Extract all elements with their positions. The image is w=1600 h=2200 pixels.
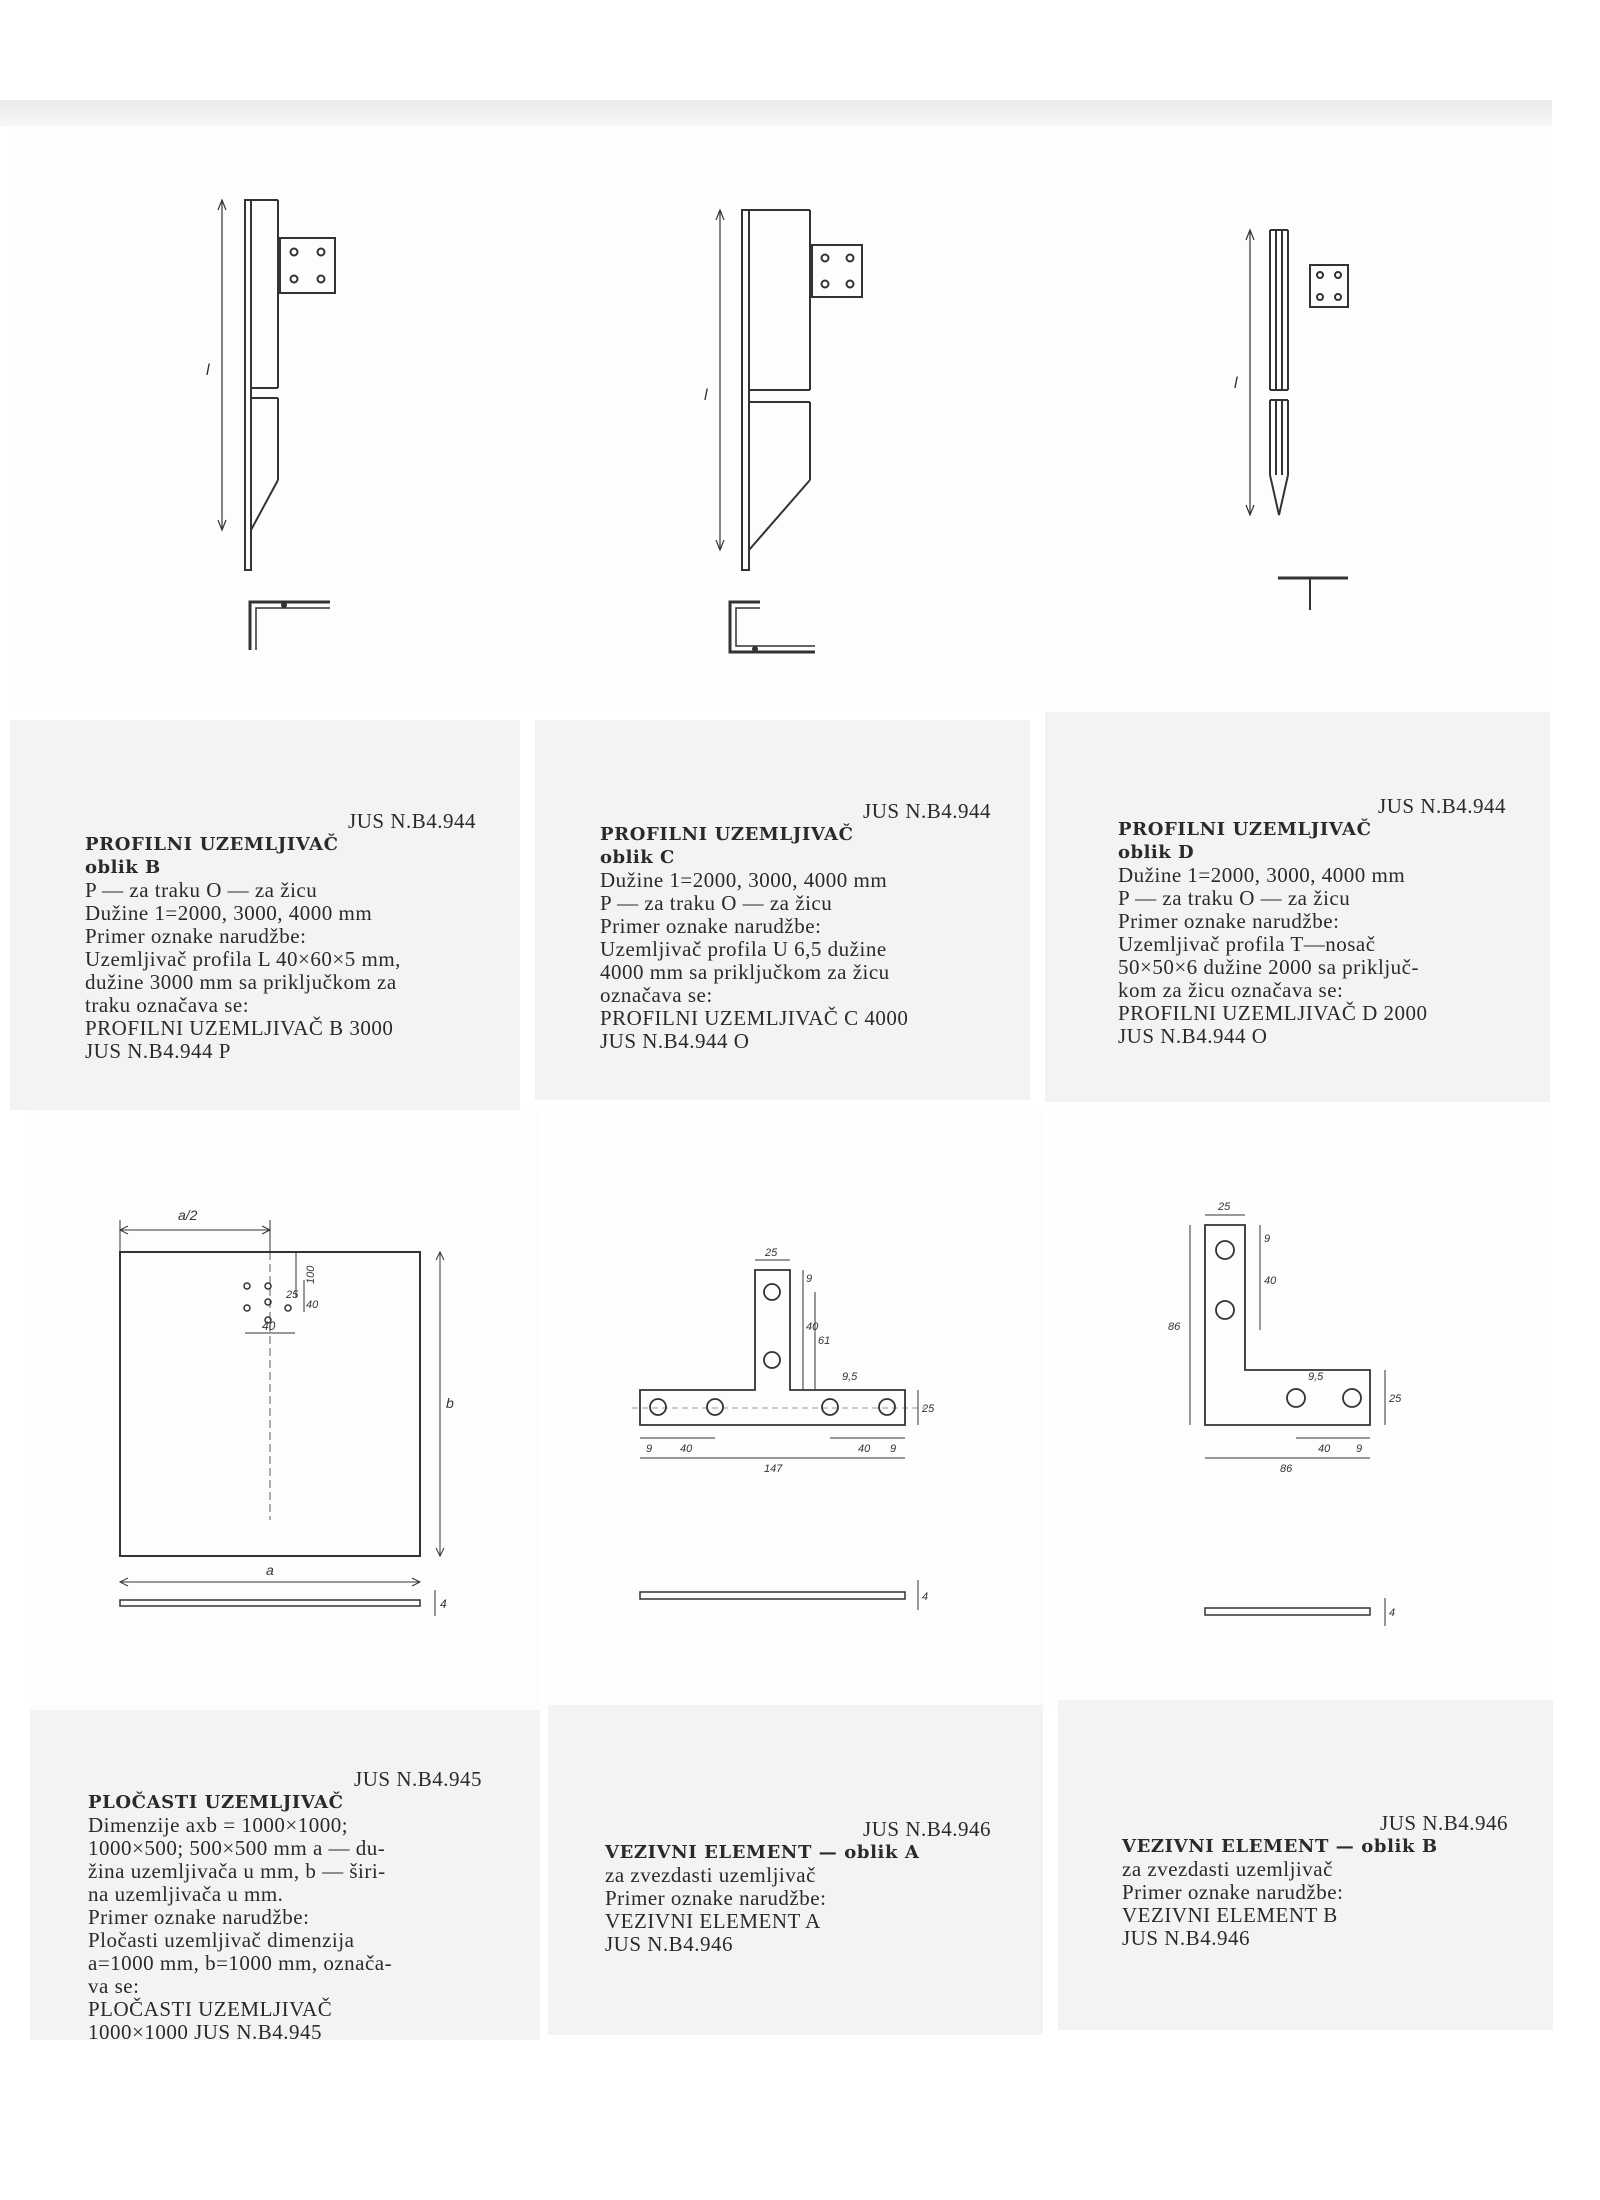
text-line: za zvezdasti uzemljivač [1122,1857,1333,1881]
text-line: VEZIVNI ELEMENT A [605,1909,821,1933]
standard-number: JUS N.B4.944 [1378,794,1506,818]
standard-number: JUS N.B4.946 [863,1817,991,1841]
link-a-dim-label: 9 [806,1273,813,1285]
product-title: PROFILNI UZEMLJIVAČ [1118,819,1372,840]
panel-d-text [1118,795,1510,1048]
text-line: JUS N.B4.944 P [85,1039,231,1063]
text-line: 4000 mm sa priključkom za žicu [600,960,890,984]
text-line: Uzemljivač profila L 40×60×5 mm, [85,947,401,971]
standard-number: JUS N.B4.945 [354,1767,482,1791]
link-a-drawing [620,1220,980,1640]
product-title: PROFILNI UZEMLJIVAČ [600,824,854,845]
product-subtitle: oblik C [600,847,675,868]
text-line: kom za žicu označava se: [1118,978,1344,1002]
text-line: za zvezdasti uzemljivač [605,1863,816,1887]
text-line: P — za traku O — za žicu [85,878,318,902]
text-line: P — za traku O — za žicu [600,891,833,915]
product-title: VEZIVNI ELEMENT — oblik A [605,1842,920,1863]
text-line: Primer oznake narudžbe: [600,914,822,938]
link-b-dim-label: 25 [1389,1393,1402,1405]
link-a-dim-label: 40 [806,1321,819,1333]
text-line: JUS N.B4.946 [1122,1926,1250,1950]
text-line: 1000×500; 500×500 mm a — du- [88,1836,386,1860]
standard-number: JUS N.B4.944 [348,809,476,833]
link-b-dim-label: 40 [1264,1275,1277,1287]
profile-c-drawing [700,190,880,670]
link-b-dim-label: 9,5 [1308,1371,1324,1383]
link-a-dim-label: 147 [764,1463,783,1475]
text-line: JUS N.B4.944 O [600,1029,750,1053]
profile-d-drawing [1230,210,1390,630]
text-line: PROFILNI UZEMLJIVAČ C 4000 [600,1006,909,1030]
text-line: JUS N.B4.944 O [1118,1024,1268,1048]
panel-b-text [85,810,480,1063]
link-b-dim-label: 9 [1264,1233,1271,1245]
text-line: Dužine 1=2000, 3000, 4000 mm [1118,863,1406,887]
text-line: Uzemljivač profila T—nosač [1118,932,1376,956]
text-line: JUS N.B4.946 [605,1932,733,1956]
plate-thickness-label: 4 [440,1597,447,1611]
plate-b-label: b [446,1395,454,1411]
plate-a-half-label: a/2 [178,1207,198,1223]
text-line: Pločasti uzemljivač dimenzija [88,1928,355,1952]
standard-number: JUS N.B4.944 [863,799,991,823]
text-line: označava se: [600,983,713,1007]
link-a-dim-label: 25 [765,1247,778,1259]
text-line: 1000×1000 JUS N.B4.945 [88,2020,323,2044]
link-a-dim-label: 4 [922,1591,929,1603]
text-line: 50×50×6 dužine 2000 sa priključ- [1118,955,1419,979]
length-label-c: l [704,387,708,404]
profile-b-drawing [200,180,380,660]
link-a-dim-label: 9 [890,1443,897,1455]
length-label-b: l [206,362,210,379]
product-title: VEZIVNI ELEMENT — oblik B [1122,1836,1438,1857]
link-a-dim-label: 9 [646,1443,653,1455]
panel-link-b-text [1122,1812,1512,1950]
text-line: Primer oznake narudžbe: [88,1905,310,1929]
plate-dim-label: 40 [262,1319,276,1333]
scan-band [0,100,1552,126]
panel-c-text [600,800,995,1053]
product-title: PLOČASTI UZEMLJIVAČ [88,1792,344,1813]
text-line: Primer oznake narudžbe: [605,1886,827,1910]
plate-dim-label: 100 [305,1265,317,1284]
link-a-dim-label: 9,5 [842,1371,858,1383]
link-b-dim-label: 9 [1356,1443,1363,1455]
plate-drawing [100,1190,470,1630]
text-line: na uzemljivača u mm. [88,1882,284,1906]
link-a-dim-label: 40 [680,1443,693,1455]
text-line: Dužine 1=2000, 3000, 4000 mm [85,901,373,925]
plate-dim-label: 25 [286,1289,299,1301]
text-line: Dužine 1=2000, 3000, 4000 mm [600,868,888,892]
link-b-dim-label: 86 [1168,1321,1181,1333]
text-line: Uzemljivač profila U 6,5 dužine [600,937,887,961]
text-line: VEZIVNI ELEMENT B [1122,1903,1338,1927]
link-b-dim-label: 40 [1318,1443,1331,1455]
text-line: žina uzemljivača u mm, b — širi- [88,1859,386,1883]
product-title: PROFILNI UZEMLJIVAČ [85,834,339,855]
text-line: Primer oznake narudžbe: [1122,1880,1344,1904]
text-line: PLOČASTI UZEMLJIVAČ [88,1997,333,2021]
text-line: traku označava se: [85,993,250,1017]
panel-link-a-text [605,1818,995,1956]
link-b-dim-label: 86 [1280,1463,1293,1475]
product-subtitle: oblik B [85,857,161,878]
link-a-dim-label: 40 [858,1443,871,1455]
plate-dim-label: 40 [306,1299,319,1311]
product-subtitle: oblik D [1118,842,1195,863]
text-line: PROFILNI UZEMLJIVAČ B 3000 [85,1016,394,1040]
link-a-dim-label: 25 [922,1403,935,1415]
text-line: dužine 3000 mm sa priključkom za [85,970,397,994]
link-b-drawing [1160,1180,1460,1640]
link-b-dim-label: 25 [1218,1201,1231,1213]
standard-number: JUS N.B4.946 [1380,1811,1508,1835]
text-line: va se: [88,1974,140,1998]
link-a-dim-label: 61 [818,1335,831,1347]
text-line: Dimenzije axb = 1000×1000; [88,1813,349,1837]
text-line: a=1000 mm, b=1000 mm, označa- [88,1951,393,1975]
text-line: P — za traku O — za žicu [1118,886,1351,910]
text-line: Primer oznake narudžbe: [85,924,307,948]
link-b-dim-label: 4 [1389,1607,1396,1619]
text-line: PROFILNI UZEMLJIVAČ D 2000 [1118,1001,1428,1025]
text-line: Primer oznake narudžbe: [1118,909,1340,933]
panel-plate-text [88,1768,486,2044]
length-label-d: l [1234,375,1238,392]
plate-a-label: a [266,1562,274,1578]
